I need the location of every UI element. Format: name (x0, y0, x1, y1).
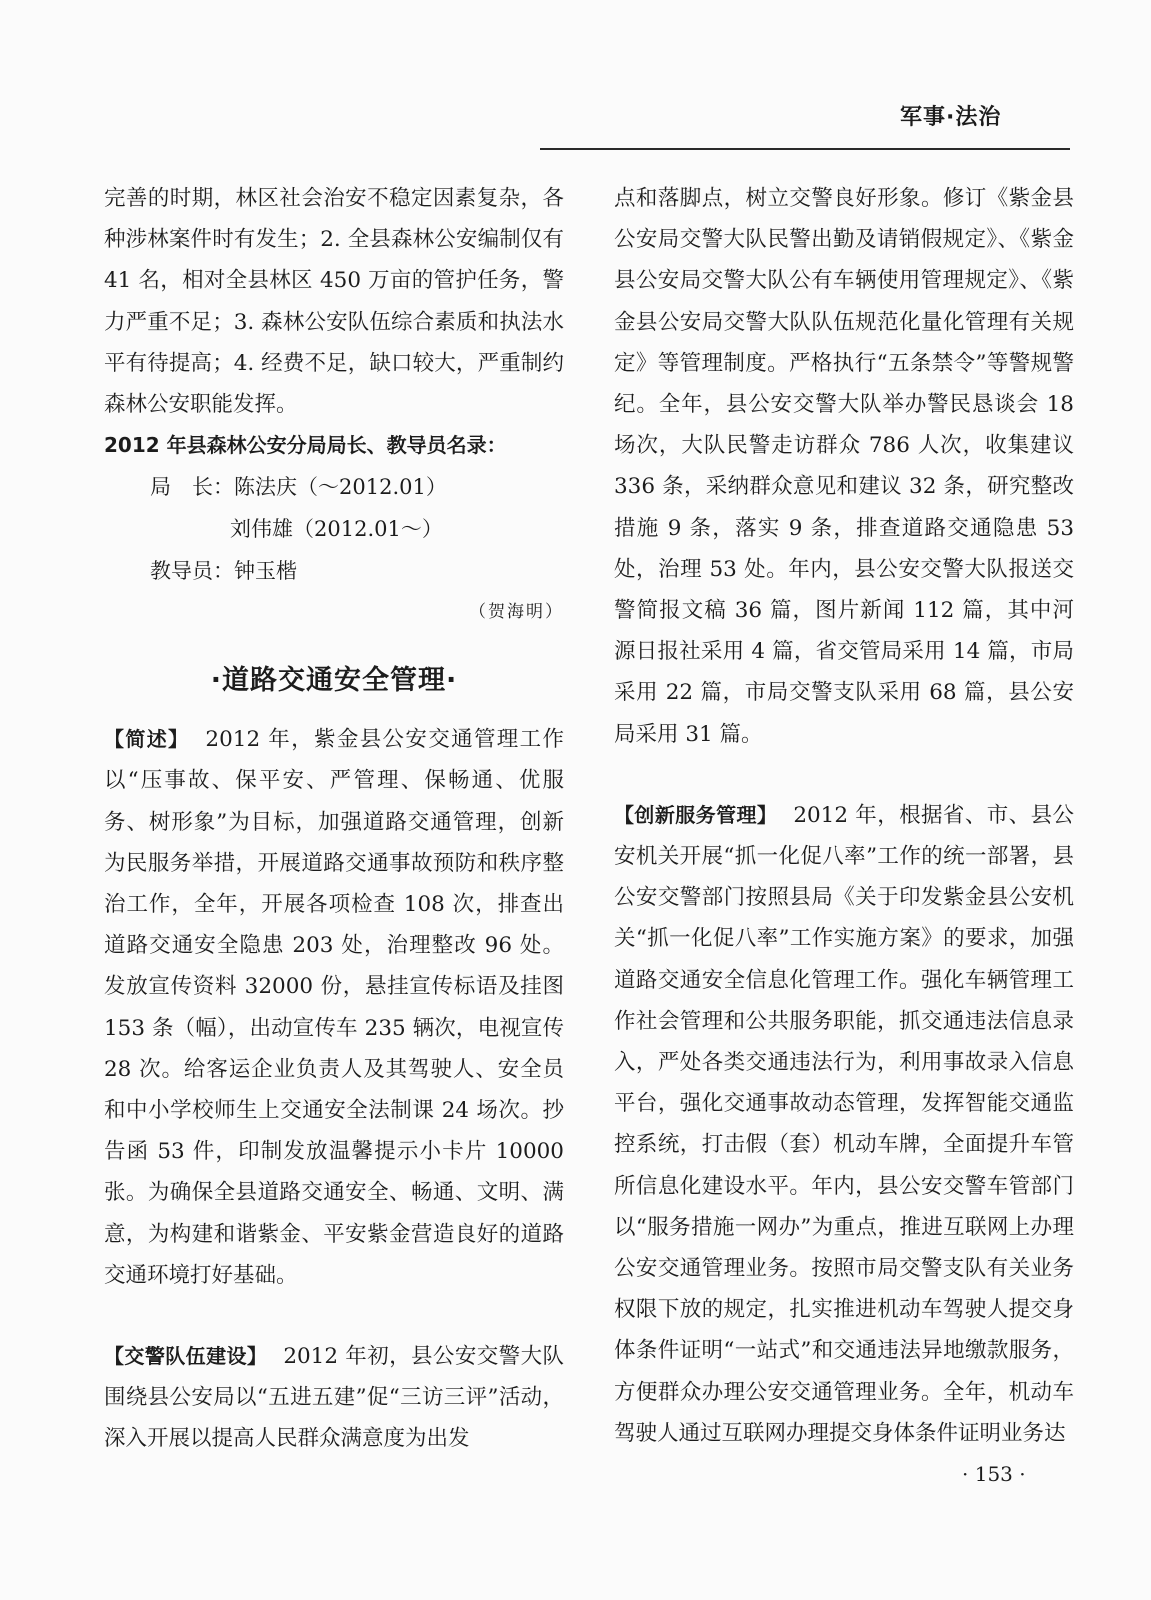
author-credit: （贺海明） (469, 602, 564, 623)
team-paragraph (104, 1336, 564, 1460)
forest-police-paragraph: 完善的时期，林区社会治安不稳定因素复杂，各种涉林案件时有发生；2. 全县森林公安编制仅有 41 名，相对全县林区 450 万亩的管护任务，警力严重不足；3. 森林公安队伍综合素质和执法水平有待提高；4. 经费不足，缺口较大，严重制约森林公安职能发挥。 (104, 186, 564, 418)
overview-paragraph (104, 719, 564, 1296)
header-rule (540, 148, 1070, 150)
overview-text: 2012 年，紫金县公安交通管理工作以“压事故、保平安、严管理、保畅通、优服务、树形象”为目标，加强道路交通管理，创新为民服务举措，开展道路交通事故预防和秩序整治工作，全年，开展各项检查 108 次，排查出道路交通安全隐患 203 处，治理整改 96 处。发放宣传资料 32000 份，悬挂宣传标语及挂图 153 条（幅），出动宣传车 235 辆次，电视宣传 28 次。给客运企业负责人及其驾驶人、安全员和中小学校师生上交通安全法制课 24 场次。抄告函 53 件，印制发放温馨提示小卡片 10000 张。为确保全县道路交通安全、畅通、文明、满意，为构建和谐紫金、平安紫金营造良好的道路交通环境打好基础。 (104, 727, 564, 1288)
paragraph-gap (614, 755, 1074, 795)
team-tag: 【交警队伍建设】 (104, 1344, 268, 1369)
innovation-tag: 【创新服务管理】 (614, 802, 778, 827)
paragraph-gap (104, 1296, 564, 1336)
innovation-paragraph (614, 795, 1074, 1454)
roster-director-1: 局 长：陈法庆（～2012.01） (150, 475, 447, 500)
overview-tag: 【简述】 (104, 727, 190, 752)
section-title: ·道路交通安全管理· (210, 665, 458, 697)
page-number: · 153 · (962, 1462, 1026, 1486)
innovation-text: 2012 年，根据省、市、县公安机关开展“抓一化促八率”工作的统一部署，县公安交警部门按照县局《关于印发紫金县公安机关“抓一化促八率”工作实施方案》的要求，加强道路交通安全信息化管理工作。强化车辆管理工作社会管理和公共服务职能，抓交通违法信息录入，严处各类交通违法行为，利用事故录入信息平台，强化交通事故动态管理，发挥智能交通监控系统，打击假（套）机动车牌，全面提升车管所信息化建设水平。年内，县公安交警车管部门以“服务措施一网办”为重点，推进互联网上办理公安交通管理业务。按照市局交警支队有关业务权限下放的规定，扎实推进机动车驾驶人提交身体条件证明“一站式”和交通违法异地缴款服务，方便群众办理公安交通管理业务。全年，机动车驾驶人通过互联网办理提交身体条件证明业务达 (614, 802, 1074, 1446)
roster-heading: 2012 年县森林公安分局局长、教导员名录： (104, 433, 507, 458)
roster-instructor: 教导员：钟玉楷 (150, 559, 297, 584)
team-text: 2012 年初，县公安交警大队围绕县公安局以“五进五建”促“三访三评”活动，深入开展以提高人民群众满意度为出发 (104, 1344, 564, 1452)
left-column (104, 178, 564, 1460)
right-column (614, 178, 1074, 1454)
section-header-title: 军事·法治 (900, 105, 1002, 130)
team-continued-paragraph: 点和落脚点，树立交警良好形象。修订《紫金县公安局交警大队民警出勤及请销假规定》、《紫金县公安局交警大队公有车辆使用管理规定》、《紫金县公安局交警大队队伍规范化量化管理有关规定》等管理制度。严格执行“五条禁令”等警规警纪。全年，县公安交警大队举办警民恳谈会 18 场次，大队民警走访群众 786 人次，收集建议 336 条，采纳群众意见和建议 32 条，研究整改措施 9 条，落实 9 条，排查道路交通隐患 53 处，治理 53 处。年内，县公安交警大队报送交警简报文稿 36 篇，图片新闻 112 篇，其中河源日报社采用 4 篇，省交管局采用 14 篇，市局采用 22 篇，市局交警支队采用 68 篇，县公安局采用 31 篇。 (614, 186, 1074, 747)
roster-director-2: 刘伟雄（2012.01～） (230, 517, 443, 542)
